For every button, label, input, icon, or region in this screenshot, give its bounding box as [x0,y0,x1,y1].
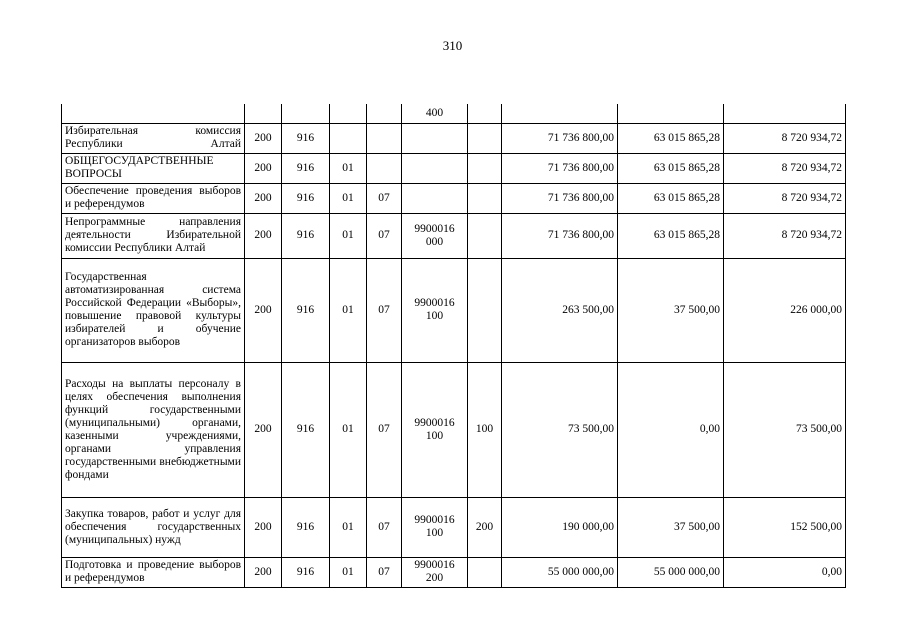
row-grbs: 200 [245,557,282,587]
row-value-1: 190 000,00 [502,497,618,557]
row-vr: 100 [468,362,502,497]
row-vr [468,104,502,123]
row-name: Закупка товаров, работ и услуг для обеспечения государственных (муниципальных) нужд [62,497,245,557]
row-csr: 400 [402,104,468,123]
row-code: 916 [282,258,330,362]
row-code: 916 [282,497,330,557]
row-csr [402,183,468,213]
row-value-2: 55 000 000,00 [618,557,724,587]
row-name: Непрограммные направления деятельности Избирательной комиссии Республики Алтай [62,213,245,258]
row-name: ОБЩЕГОСУДАРСТВЕННЫЕ ВОПРОСЫ [62,153,245,183]
row-rz: 01 [330,213,367,258]
row-csr: 9900016 100 [402,362,468,497]
row-code: 916 [282,123,330,153]
row-name: Государственная автоматизированная система Российской Федерации «Выборы», повышение правовой культуры избирателей и обучение организаторов выборов [62,258,245,362]
row-pr: 07 [367,497,402,557]
row-vr [468,183,502,213]
row-vr [468,213,502,258]
row-grbs: 200 [245,183,282,213]
row-grbs [245,104,282,123]
row-vr [468,153,502,183]
table-row [62,104,846,123]
row-value-1: 71 736 800,00 [502,153,618,183]
row-value-1: 71 736 800,00 [502,123,618,153]
row-value-2 [618,104,724,123]
row-csr: 9900016 100 [402,258,468,362]
row-value-3: 8 720 934,72 [724,213,846,258]
row-value-3: 8 720 934,72 [724,153,846,183]
row-value-1: 71 736 800,00 [502,183,618,213]
row-value-2: 37 500,00 [618,258,724,362]
row-rz: 01 [330,258,367,362]
row-vr [468,123,502,153]
row-pr [367,153,402,183]
row-value-1: 73 500,00 [502,362,618,497]
row-csr: 9900016 000 [402,213,468,258]
row-rz: 01 [330,362,367,497]
row-pr: 07 [367,258,402,362]
row-pr [367,123,402,153]
row-value-2: 37 500,00 [618,497,724,557]
row-rz [330,104,367,123]
row-csr: 9900016 200 [402,557,468,587]
table-row [62,213,846,258]
row-grbs: 200 [245,213,282,258]
table-row [62,123,846,153]
row-rz: 01 [330,497,367,557]
page-number: 310 [442,38,463,53]
row-value-2: 63 015 865,28 [618,123,724,153]
row-code: 916 [282,183,330,213]
table-row [62,258,846,362]
row-value-2: 63 015 865,28 [618,213,724,258]
row-value-2: 63 015 865,28 [618,153,724,183]
row-value-3: 0,00 [724,557,846,587]
row-rz: 01 [330,183,367,213]
row-rz [330,123,367,153]
row-grbs: 200 [245,153,282,183]
row-value-1: 55 000 000,00 [502,557,618,587]
row-name: Подготовка и проведение выборов и референдумов [62,557,245,587]
row-grbs: 200 [245,362,282,497]
table-row [62,183,846,213]
row-value-1 [502,104,618,123]
row-value-3: 8 720 934,72 [724,183,846,213]
row-code [282,104,330,123]
table-row [62,497,846,557]
table-row [62,362,846,497]
row-grbs: 200 [245,258,282,362]
row-value-2: 0,00 [618,362,724,497]
row-value-3: 73 500,00 [724,362,846,497]
row-vr [468,557,502,587]
row-vr [468,258,502,362]
row-value-3 [724,104,846,123]
table-row [62,153,846,183]
row-value-2: 63 015 865,28 [618,183,724,213]
row-csr: 9900016 100 [402,497,468,557]
row-name: Расходы на выплаты персоналу в целях обеспечения выполнения функций государственными (муниципальными) органами, казенными учреждениями, органами управления государственными внебюджетными фондами [62,362,245,497]
row-value-3: 152 500,00 [724,497,846,557]
row-grbs: 200 [245,123,282,153]
row-value-1: 71 736 800,00 [502,213,618,258]
row-csr [402,123,468,153]
row-name: Обеспечение проведения выборов и референдумов [62,183,245,213]
row-grbs: 200 [245,497,282,557]
row-rz: 01 [330,557,367,587]
row-code: 916 [282,557,330,587]
row-code: 916 [282,213,330,258]
row-csr [402,153,468,183]
row-pr: 07 [367,557,402,587]
row-name [62,104,245,123]
row-value-3: 226 000,00 [724,258,846,362]
row-code: 916 [282,153,330,183]
row-rz: 01 [330,153,367,183]
row-value-1: 263 500,00 [502,258,618,362]
budget-table [61,104,846,588]
row-pr: 07 [367,213,402,258]
row-pr: 07 [367,362,402,497]
row-name: Избирательная комиссия Республики Алтай [62,123,245,153]
table-row [62,557,846,587]
row-pr: 07 [367,183,402,213]
row-pr [367,104,402,123]
row-code: 916 [282,362,330,497]
row-value-3: 8 720 934,72 [724,123,846,153]
row-vr: 200 [468,497,502,557]
